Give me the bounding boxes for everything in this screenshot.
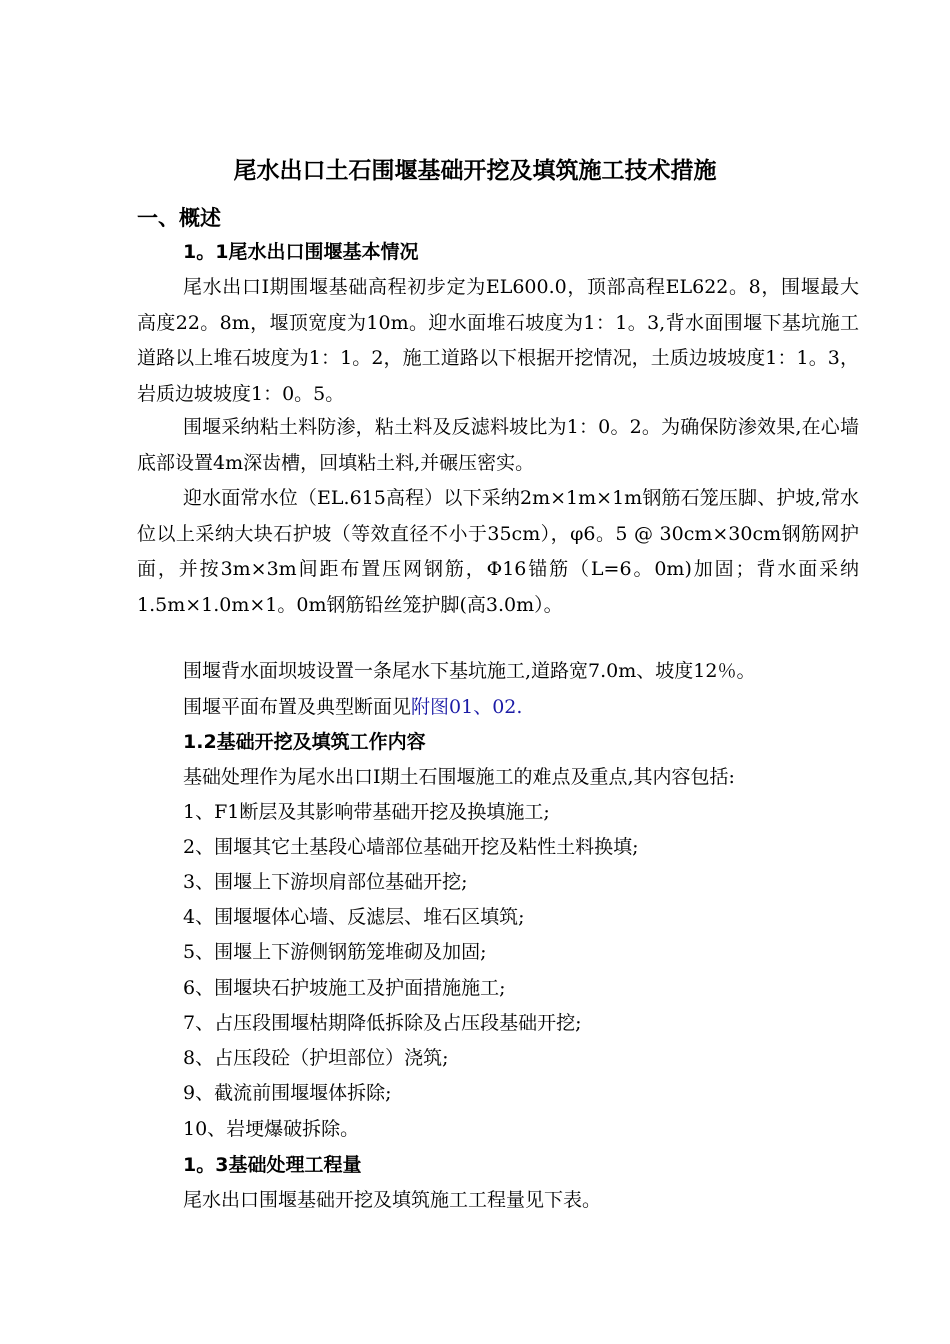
list-item: 7、占压段围堰枯期降低拆除及占压段基础开挖; (183, 1012, 582, 1034)
list-item: 3、围堰上下游坝肩部位基础开挖; (183, 871, 468, 893)
subsection-heading-1-1: 1。1尾水出口围堰基本情况 (183, 241, 419, 263)
list-item: 2、围堰其它土基段心墙部位基础开挖及粘性土料换填; (183, 836, 639, 858)
list-item: 4、围堰堰体心墙、反滤层、堆石区填筑; (183, 906, 525, 928)
list-item: 5、围堰上下游侧钢筋笼堆砌及加固; (183, 941, 487, 963)
paragraph-seepage: 围堰采纳粘土料防渗，粘土料及反滤料坡比为1：0。2。为确保防渗效果,在心墙底部设置4m深齿槽，回填粘土料,并碾压密实。 (137, 416, 859, 474)
appendix-link[interactable]: 附图01、02. (411, 696, 523, 718)
list-item: 1、F1断层及其影响带基础开挖及换填施工; (183, 801, 550, 823)
list-item: 10、岩埂爆破拆除。 (183, 1118, 360, 1140)
list-item: 6、围堰块石护坡施工及护面措施施工; (183, 977, 506, 999)
paragraph-work-intro: 基础处理作为尾水出口Ⅰ期土石围堰施工的难点及重点,其内容包括: (183, 766, 735, 788)
list-item: 8、占压段砼（护坦部位）浇筑; (183, 1047, 449, 1069)
list-item: 9、截流前围堰堰体拆除; (183, 1082, 392, 1104)
layout-reference-text: 围堰平面布置及典型断面见 (183, 696, 412, 718)
paragraph-quantities: 尾水出口围堰基础开挖及填筑施工工程量见下表。 (183, 1189, 602, 1211)
subsection-heading-1-3: 1。3基础处理工程量 (183, 1154, 362, 1176)
document-title: 尾水出口土石围堰基础开挖及填筑施工技术措施 (233, 158, 717, 184)
section-heading-overview: 一、概述 (137, 206, 221, 230)
subsection-heading-1-2: 1.2基础开挖及填筑工作内容 (183, 731, 426, 753)
paragraph-layout-reference (183, 692, 522, 722)
paragraph-protection: 迎水面常水位（EL.615高程）以下采纳2m×1m×1m钢筋石笼压脚、护坡,常水位以上采纳大块石护坡（等效直径不小于35cm），φ6。5 @ 30cm×30cm钢筋网护面，并按3m×3m间距布置压网钢筋，Φ16锚筋（L=6。0m)加固；背水面采纳1.5m×1.0m×1。0m钢筋铅丝笼护脚(高3.0m）。 (137, 487, 859, 616)
paragraph-road: 围堰背水面坝坡设置一条尾水下基坑施工,道路宽7.0m、坡度12％。 (183, 660, 756, 682)
paragraph-basic-info: 尾水出口Ⅰ期围堰基础高程初步定为EL600.0，顶部高程EL622。8，围堰最大高度22。8m，堰顶宽度为10m。迎水面堆石坡度为1：1。3,背水面围堰下基坑施工道路以上堆石坡度为1：1。2，施工道路以下根据开挖情况，土质边坡坡度1：1。3，岩质边坡坡度1：0。5。 (137, 276, 859, 405)
